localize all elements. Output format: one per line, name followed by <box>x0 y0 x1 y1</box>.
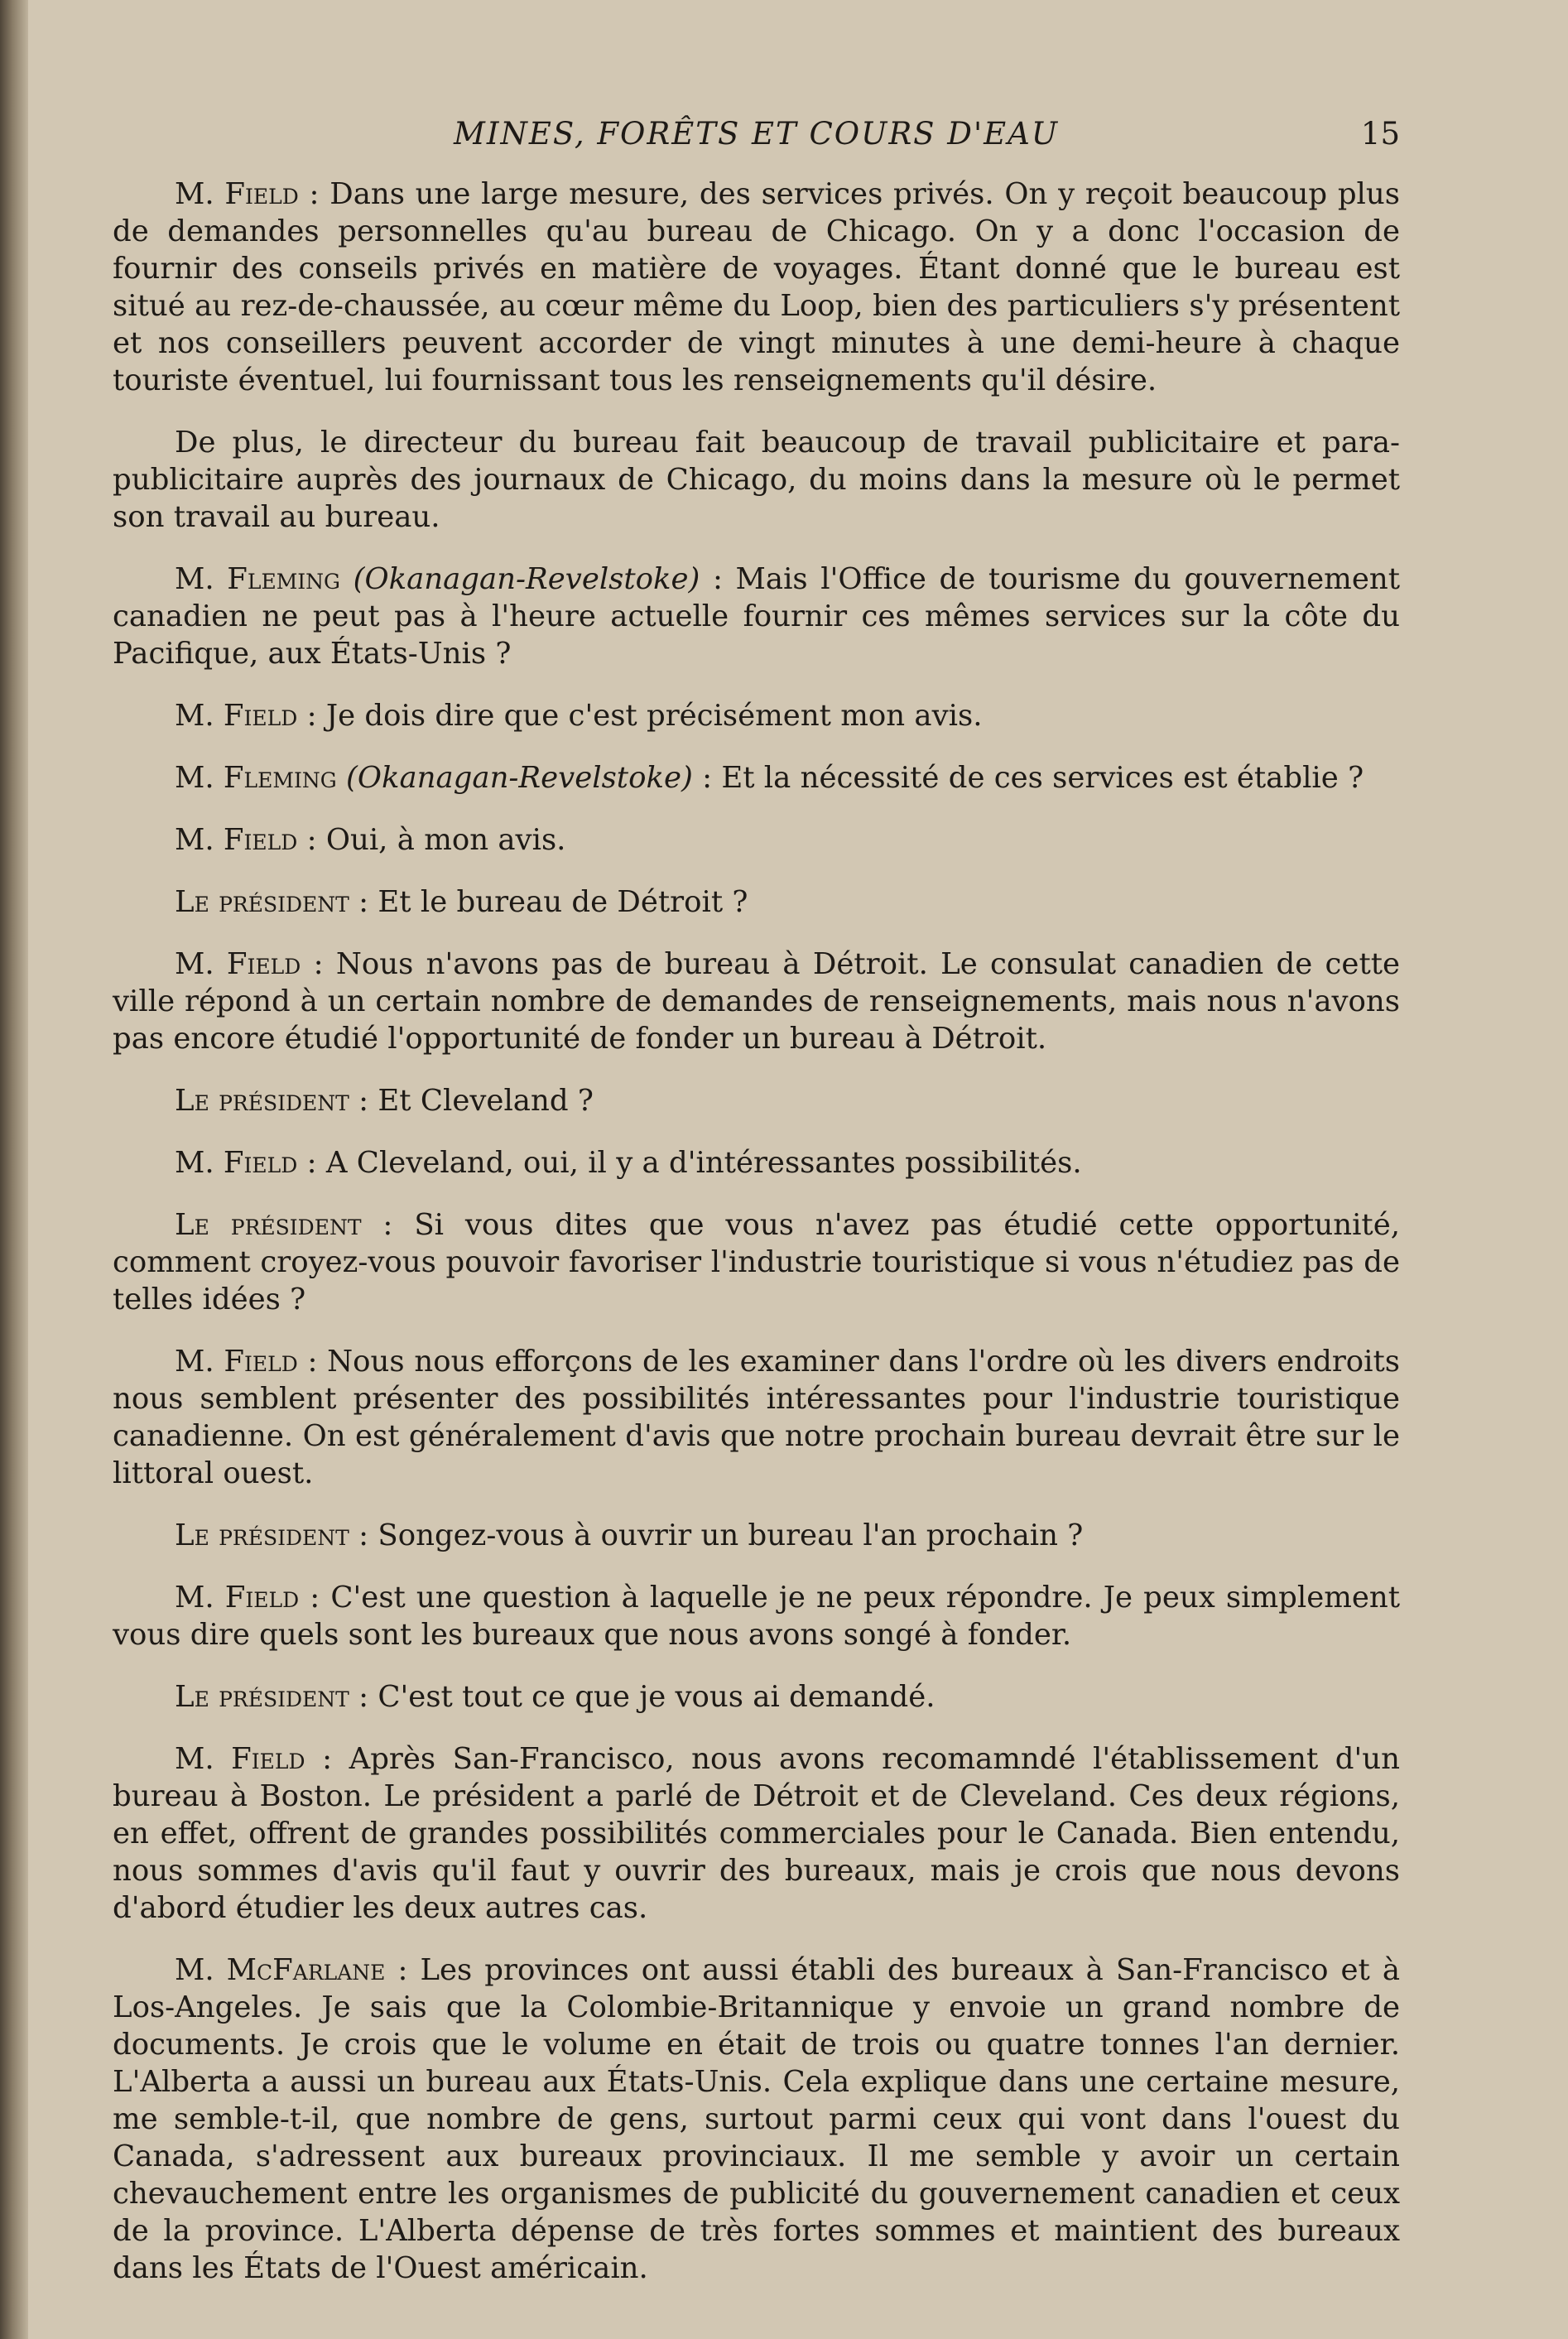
paragraph-text: : Dans une large mesure, des services privés. On y reçoit beaucoup plus de demandes personnelles qu'au bureau de Chicago. On y a donc l'occasion de fournir des conseils privés en matière de voyages. Étant donné que le bureau est situé au rez-de-chaussée, au cœur même du Loop, bien des particuliers s'y présentent et nos conseillers peuvent accorder de vingt minutes à une demi-heure à chaque touriste éventuel, lui fournissant tous les renseignements qu'il désire. <box>113 177 1400 397</box>
paragraph <box>113 561 1400 672</box>
paragraph-text: : Et Cleveland ? <box>349 1084 594 1118</box>
speaker-name: M. Fleming <box>175 761 337 795</box>
speaker-name: Le président <box>175 885 349 919</box>
speaker-name: Le président <box>175 1084 349 1118</box>
paragraph-text: : Après San-Francisco, nous avons recomamndé l'établissement d'un bureau à Boston. Le président a parlé de Détroit et de Cleveland. Ces deux régions, en effet, offrent de grandes possibilités commerciales pour le Canada. Bien entendu, nous sommes d'avis qu'il faut y ouvrir des bureaux, mais je crois que nous devons d'abord étudier les deux autres cas. <box>113 1742 1400 1925</box>
paragraph <box>113 1579 1400 1653</box>
paragraph-text: : Oui, à mon avis. <box>297 823 566 857</box>
speaker-name: Le président <box>175 1518 349 1552</box>
paragraph <box>113 883 1400 921</box>
speaker-name: Le président <box>175 1680 349 1714</box>
document-page <box>113 116 1400 2312</box>
paragraph <box>113 759 1400 797</box>
running-title: MINES, FORÊTS ET COURS D'EAU <box>453 116 1060 152</box>
paragraph <box>113 1517 1400 1554</box>
running-head <box>113 116 1400 166</box>
paragraph <box>113 946 1400 1057</box>
speaker-name: M. Field <box>175 1581 300 1615</box>
paragraph-text: : Et le bureau de Détroit ? <box>349 885 748 919</box>
paragraph <box>113 1343 1400 1492</box>
paragraph-text: : Les provinces ont aussi établi des bureaux à San-Francisco et à Los-Angeles. Je sais que la Colombie-Britannique y envoie un grand nombre de documents. Je crois que le volume en était de trois ou quatre tonnes l'an dernier. L'Alberta a aussi un bureau aux États-Unis. Cela explique dans une certaine mesure, me semble-t-il, que nombre de gens, surtout parmi ceux qui vont dans l'ouest du Canada, s'adressent aux bureaux provinciaux. Il me semble y avoir un certain chevauchement entre les organismes de publicité du gouvernement canadien et ceux de la province. L'Alberta dépense de très fortes sommes et maintient des bureaux dans les États de l'Ouest américain. <box>113 1953 1401 2285</box>
speaker-constituency: (Okanagan-Revelstoke) <box>336 761 693 795</box>
paragraph-text: : A Cleveland, oui, il y a d'intéressantes possibilités. <box>297 1146 1082 1180</box>
speaker-name: M. Field <box>175 1146 298 1180</box>
speaker-name: M. Field <box>175 947 301 981</box>
paragraph <box>113 1952 1400 2287</box>
paragraph <box>113 697 1400 734</box>
paragraph-text: De plus, le directeur du bureau fait beaucoup de travail publicitaire et para-publicitaire auprès des journaux de Chicago, du moins dans la mesure où le permet son travail au bureau. <box>113 426 1400 534</box>
paragraph-text: : Nous n'avons pas de bureau à Détroit. Le consulat canadien de cette ville répond à un certain nombre de demandes de renseignements, mais nous n'avons pas encore étudié l'opportunité de fonder un bureau à Détroit. <box>113 947 1400 1056</box>
speaker-name: M. Field <box>175 177 299 211</box>
book-spine-shadow <box>0 0 28 2339</box>
paragraph-text: : Je dois dire que c'est précisément mon avis. <box>297 699 983 733</box>
paragraph <box>113 821 1400 859</box>
paragraph <box>113 424 1400 536</box>
paragraph <box>113 1082 1400 1119</box>
speaker-name: Le président <box>175 1208 362 1242</box>
paragraph-text: : Si vous dites que vous n'avez pas étudié cette opportunité, comment croyez-vous pouvoir favoriser l'industrie touristique si vous n'étudiez pas de telles idées ? <box>113 1208 1400 1316</box>
speaker-name: M. Field <box>175 699 298 733</box>
paragraph-text: : Nous nous efforçons de les examiner dans l'ordre où les divers endroits nous semblent présenter des possibilités intéressantes pour l'industrie touristique canadienne. On est généralement d'avis que notre prochain bureau devrait être sur le littoral ouest. <box>113 1345 1401 1490</box>
speaker-name: M. Field <box>175 1345 298 1379</box>
paragraph-text: : C'est une question à laquelle je ne peux répondre. Je peux simplement vous dire quels sont les bureaux que nous avons songé à fonder. <box>113 1581 1401 1652</box>
paragraph <box>113 1206 1400 1318</box>
speaker-name: M. Field <box>175 823 298 857</box>
paragraph <box>113 1144 1400 1182</box>
paragraph <box>113 1678 1400 1716</box>
paragraph-text: : Songez-vous à ouvrir un bureau l'an prochain ? <box>349 1518 1084 1552</box>
speaker-name: M. McFarlane <box>175 1953 386 1987</box>
paragraph-text: : Et la nécessité de ces services est établie ? <box>692 761 1364 795</box>
page-number: 15 <box>1360 116 1400 152</box>
speaker-constituency: (Okanagan-Revelstoke) <box>340 562 700 596</box>
paragraph <box>113 176 1400 399</box>
paragraph <box>113 1740 1400 1927</box>
speaker-name: M. Field <box>175 1742 305 1776</box>
speaker-name: M. Fleming <box>175 562 341 596</box>
paragraph-text: : Mais l'Office de tourisme du gouvernement canadien ne peut pas à l'heure actuelle fournir ces mêmes services sur la côte du Pacifique, aux États-Unis ? <box>113 562 1400 671</box>
paragraph-text: : C'est tout ce que je vous ai demandé. <box>349 1680 936 1714</box>
